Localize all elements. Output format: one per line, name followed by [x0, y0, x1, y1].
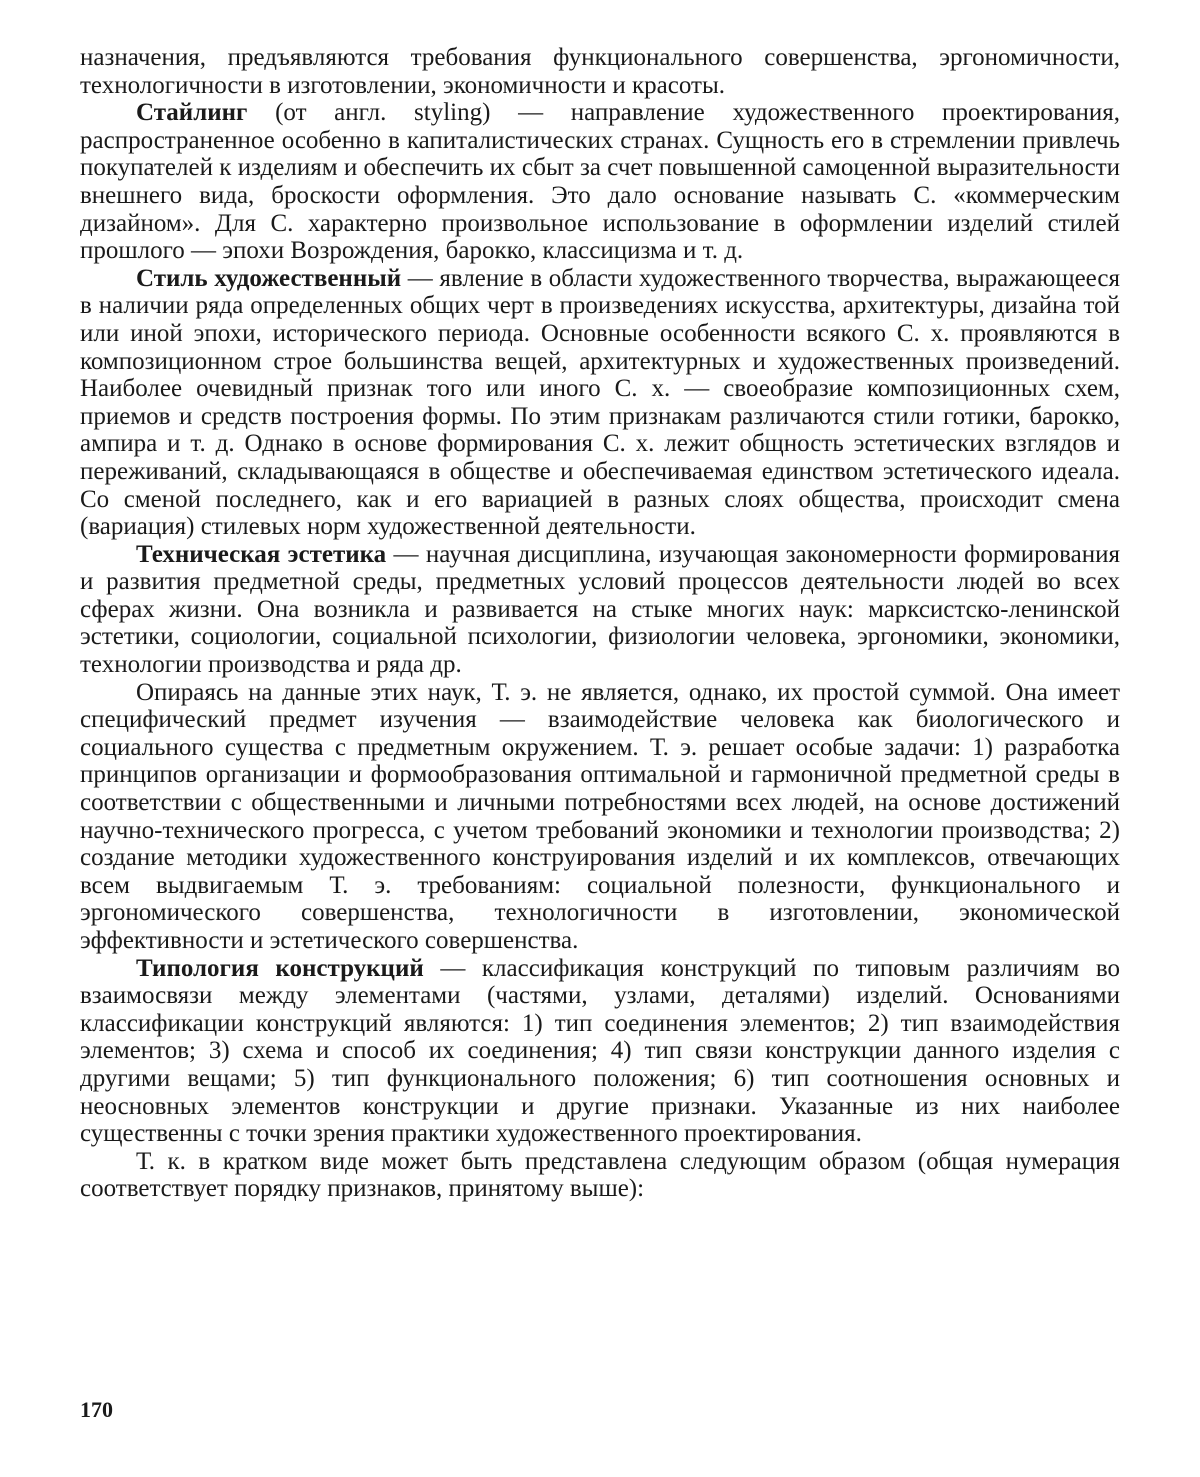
- page-number: 170: [80, 1397, 113, 1423]
- paragraph-technical-aesthetics-continued: [80, 679, 1120, 955]
- paragraph-text: назначения, предъявляются требования функционального совершенства, эрго­номичности, технологичности в изготовлении, экономичности и красоты.: [80, 44, 1120, 99]
- paragraph-text: — явление в области художественного творчества, выражающееся в наличии ряда определенных общих черт в произведениях искусства, архитектуры, дизайна той или иной эпохи, исторического периода. Основные особенности всякого С. х. проявляются в композиционном строе боль­шинства вещей, архитектурных и художественных произведений. Наиболее оче­видный признак того или иного С. х. — своеобразие композиционных схем, приемов и средств построения формы. По этим признакам различаются стили готики, барокко, ампира и т. д. Однако в основе формирования С. х. лежит общность эстетических взглядов и переживаний, складывающаяся в обществе и обеспечиваемая единством эстетического идеала. Со сменой последнего, как и его вариацией в разных слоях общества, происходит смена (вариация) сти­левых норм художественной деятельности.: [80, 265, 1120, 540]
- paragraph-art-style: [80, 265, 1120, 541]
- paragraph-intro-continuation: [80, 44, 1120, 99]
- paragraph-construction-typology: [80, 955, 1120, 1148]
- paragraph-construction-summary: [80, 1148, 1120, 1203]
- page-text: [80, 44, 1120, 1203]
- term-heading: Техническая эстетика: [136, 541, 386, 568]
- paragraph-text: Опираясь на данные этих наук, Т. э. не является, однако, их простой суммой. Она имеет специфический предмет изучения — взаимодействие челове­ка как биологического и социального существа с предметным окружением. Т. э. решает особые задачи: 1) разработка принципов организации и формо­образования оптимальной и гармоничной предметной среды в соответствии с об­щественными и личными потребностями всех людей, на основе достижений на­учно-технического прогресса, с учетом требований экономики и технологии производства; 2) создание методики художественного конструирования изде­лий и их комплексов, отвечающих всем выдвигаемым Т. э. требованиям: со­циальной полезности, функционального и эргономического совершенства, тех­нологичности в изготовлении, экономической эффективности и эстетического совершенства.: [80, 679, 1120, 954]
- term-heading: Типология конструкций: [136, 955, 424, 982]
- term-heading: Стиль художественный: [136, 265, 401, 292]
- paragraph-technical-aesthetics: [80, 541, 1120, 679]
- paragraph-text: — научная дисциплина, изучающая закономерности формирования и развития предметной среды, предметных условий процессов деятельности людей во всех сферах жизни. Она возникла и развивается на стыке многих наук: марксистско-ленинской эстетики, социологии, социальной психологии, физиологии человека, эргономики, экономики, технологии произ­водства и ряда др.: [80, 541, 1120, 678]
- term-heading: Стайлинг: [136, 99, 247, 126]
- paragraph-text: Т. к. в кратком виде может быть представлена следующим образом (общая нумерация соответствует порядку признаков, принятому выше):: [80, 1148, 1120, 1203]
- paragraph-text: — классификация конструкций по типовым разли­чиям во взаимосвязи между элементами (частями, узлами, деталями) изделий. Основаниями классификации конструкций являются: 1) тип соединения элемен­тов; 2) тип взаимодействия элементов; 3) схема и способ их соединения; 4) тип связи конструкции данного изделия с другими вещами; 5) тип функцио­нального положения; 6) тип соотношения основных и неосновных элементов конструкции и другие признаки. Указанные из них наиболее существенны с точки зрения практики художественного проектирования.: [80, 955, 1120, 1148]
- paragraph-text: (от англ. styling) — направление художественного проектирова­ния, распространенное особенно в капиталистических странах. Сущность его в стремлении привлечь покупателей к изделиям и обеспечить их сбыт за счет повышенной самоценной выразительности внешнего вида, броскости оформле­ния. Это дало основание называть С. «коммерческим дизайном». Для С. харак­терно произвольное использование в оформлении изделий стилей прошлого — эпохи Возрождения, барокко, классицизма и т. д.: [80, 99, 1120, 264]
- paragraph-styling: [80, 99, 1120, 265]
